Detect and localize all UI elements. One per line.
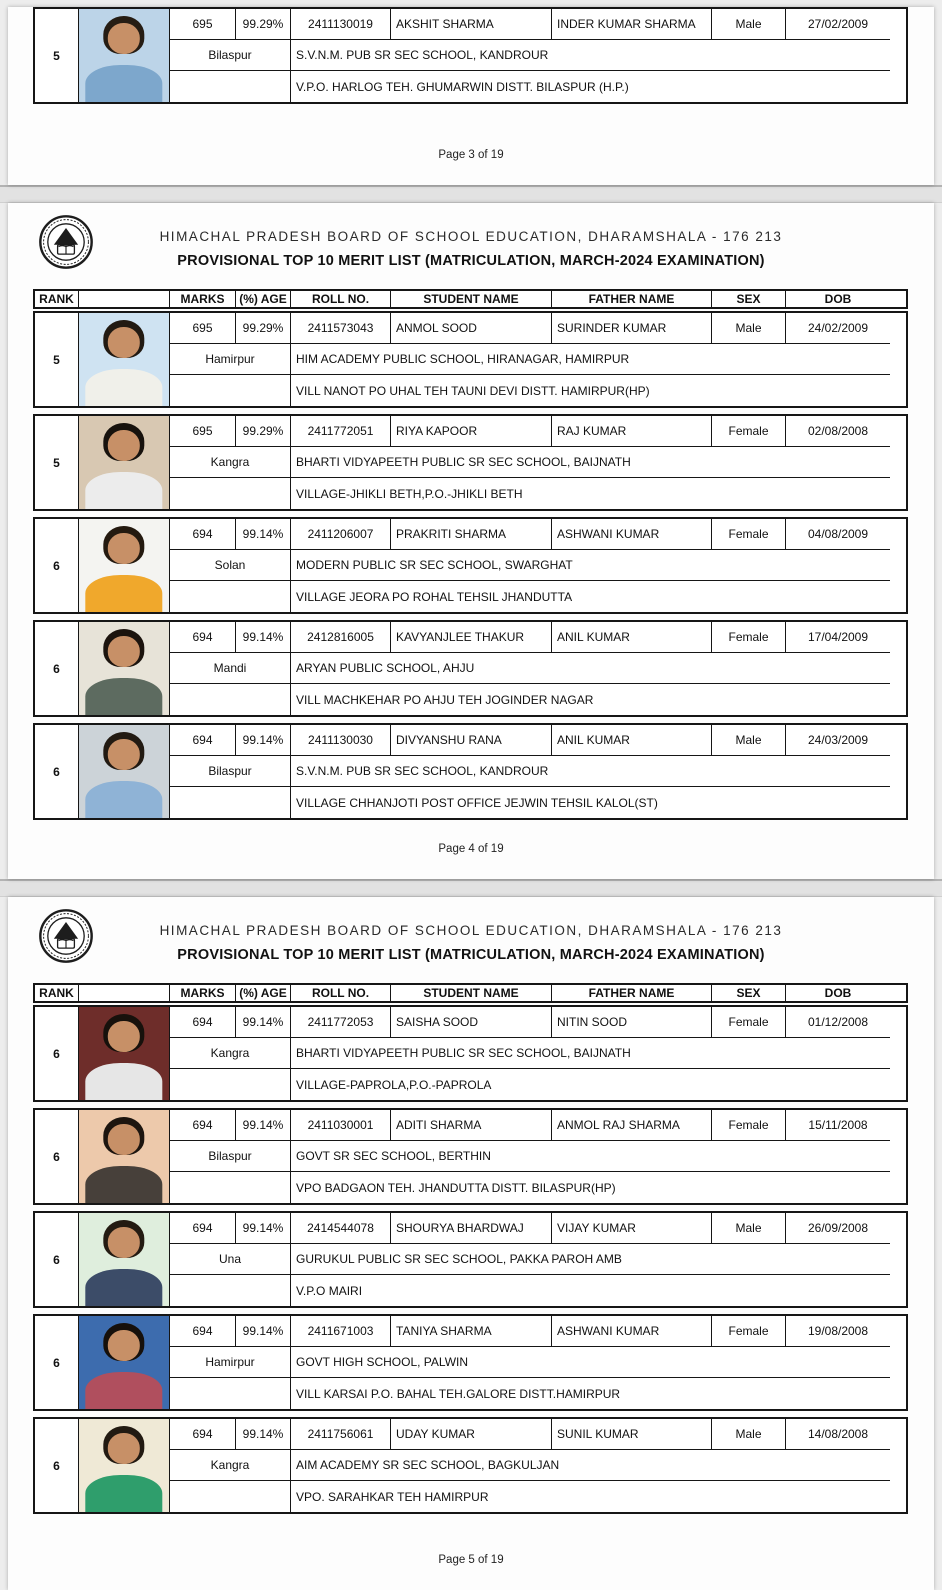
blank-cell xyxy=(170,1069,291,1100)
blank-cell xyxy=(170,375,291,406)
dob-cell: 01/12/2008 xyxy=(786,1007,890,1038)
sex-cell: Male xyxy=(712,313,786,344)
student-photo xyxy=(79,313,170,406)
records-area xyxy=(33,1005,908,1514)
page-separator xyxy=(0,185,942,203)
photo-shirt-shape xyxy=(85,369,162,406)
student-name-cell: ANMOL SOOD xyxy=(391,313,552,344)
photo-face-shape xyxy=(108,533,140,564)
student-record-block xyxy=(33,723,908,820)
school-cell: GOVT SR SEC SCHOOL, BERTHIN xyxy=(291,1141,890,1172)
marks-cell: 695 xyxy=(170,416,236,447)
student-photo-image xyxy=(79,416,169,509)
merit-table xyxy=(33,289,908,820)
student-record-block xyxy=(33,7,908,104)
school-cell: S.V.N.M. PUB SR SEC SCHOOL, KANDROUR xyxy=(291,40,890,71)
page-footer: Page 4 of 19 xyxy=(438,843,504,855)
school-cell: BHARTI VIDYAPEETH PUBLIC SR SEC SCHOOL, BAIJNATH xyxy=(291,1038,890,1069)
sex-cell: Male xyxy=(712,1419,786,1450)
student-record-block xyxy=(33,517,908,614)
percentage-cell: 99.29% xyxy=(236,313,291,344)
records-area xyxy=(8,7,934,104)
photo-shirt-shape xyxy=(85,1166,162,1203)
photo-face-shape xyxy=(108,739,140,770)
board-title: HIMACHAL PRADESH BOARD OF SCHOOL EDUCATION, DHARAMSHALA - 176 213 xyxy=(159,923,783,938)
district-cell: Solan xyxy=(170,550,291,581)
student-photo xyxy=(79,519,170,612)
district-cell: Kangra xyxy=(170,447,291,478)
page-separator xyxy=(0,879,942,897)
roll-no-cell: 2414544078 xyxy=(291,1213,391,1244)
district-cell: Hamirpur xyxy=(170,344,291,375)
student-photo xyxy=(79,1007,170,1100)
address-cell: VILL KARSAI P.O. BAHAL TEH.GALORE DISTT.HAMIRPUR xyxy=(296,1386,621,1401)
dob-cell: 19/08/2008 xyxy=(786,1316,890,1347)
school-cell: GURUKUL PUBLIC SR SEC SCHOOL, PAKKA PAROH AMB xyxy=(291,1244,890,1275)
marks-cell: 694 xyxy=(170,622,236,653)
sex-cell: Male xyxy=(712,725,786,756)
photo-shirt-shape xyxy=(85,65,162,102)
father-name-cell: ASHWANI KUMAR xyxy=(552,1316,712,1347)
student-name-cell: RIYA KAPOOR xyxy=(391,416,552,447)
sex-cell: Female xyxy=(712,416,786,447)
blank-cell xyxy=(170,787,291,818)
document-page-4 xyxy=(8,203,934,879)
column-header-age: (%) AGE xyxy=(236,291,291,307)
roll-no-cell: 2411030001 xyxy=(291,1110,391,1141)
photo-face-shape xyxy=(108,430,140,461)
student-record-block xyxy=(33,1211,908,1308)
dob-cell: 04/08/2009 xyxy=(786,519,890,550)
address-cell: VILL NANOT PO UHAL TEH TAUNI DEVI DISTT. HAMIRPUR(HP) xyxy=(296,383,650,398)
student-record-block xyxy=(33,1108,908,1205)
student-record-block xyxy=(33,1005,908,1102)
school-cell: GOVT HIGH SCHOOL, PALWIN xyxy=(291,1347,890,1378)
percentage-cell: 99.29% xyxy=(236,9,291,40)
student-record-block xyxy=(33,414,908,511)
table-header-row xyxy=(33,983,908,1003)
sex-cell: Female xyxy=(712,622,786,653)
marks-cell: 694 xyxy=(170,519,236,550)
column-header-photo xyxy=(79,985,170,1001)
address-cell: VILLAGE CHHANJOTI POST OFFICE JEJWIN TEHSIL KALOL(ST) xyxy=(296,795,658,810)
blank-cell xyxy=(170,1378,291,1409)
percentage-cell: 99.14% xyxy=(236,1213,291,1244)
percentage-cell: 99.14% xyxy=(236,1316,291,1347)
school-cell: MODERN PUBLIC SR SEC SCHOOL, SWARGHAT xyxy=(291,550,890,581)
school-cell: ARYAN PUBLIC SCHOOL, AHJU xyxy=(291,653,890,684)
roll-no-cell: 2411772053 xyxy=(291,1007,391,1038)
student-photo xyxy=(79,1213,170,1306)
roll-no-cell: 2411772051 xyxy=(291,416,391,447)
sex-cell: Female xyxy=(712,1007,786,1038)
percentage-cell: 99.14% xyxy=(236,1419,291,1450)
marks-cell: 694 xyxy=(170,1419,236,1450)
column-header-age: (%) AGE xyxy=(236,985,291,1001)
roll-no-cell: 2411206007 xyxy=(291,519,391,550)
student-photo xyxy=(79,1110,170,1203)
roll-no-cell: 2411573043 xyxy=(291,313,391,344)
father-name-cell: ANIL KUMAR xyxy=(552,725,712,756)
rank-cell: 6 xyxy=(35,1213,79,1306)
photo-shirt-shape xyxy=(85,1063,162,1100)
percentage-cell: 99.14% xyxy=(236,1007,291,1038)
blank-cell xyxy=(170,478,291,509)
column-header-rank: RANK xyxy=(35,985,79,1001)
column-header-dob: DOB xyxy=(824,986,852,1000)
father-name-cell: RAJ KUMAR xyxy=(552,416,712,447)
student-photo-image xyxy=(79,519,169,612)
rank-cell: 6 xyxy=(35,1007,79,1100)
student-photo xyxy=(79,1419,170,1512)
address-cell: VPO BADGAON TEH. JHANDUTTA DISTT. BILASPUR(HP) xyxy=(296,1180,616,1195)
student-name-cell: PRAKRITI SHARMA xyxy=(391,519,552,550)
photo-face-shape xyxy=(108,327,140,358)
dob-cell: 27/02/2009 xyxy=(786,9,890,40)
district-cell: Una xyxy=(170,1244,291,1275)
address-cell: VPO. SARAHKAR TEH HAMIRPUR xyxy=(296,1489,489,1504)
sex-cell: Male xyxy=(712,9,786,40)
student-photo xyxy=(79,416,170,509)
student-photo xyxy=(79,622,170,715)
district-cell: Kangra xyxy=(170,1450,291,1481)
district-cell: Bilaspur xyxy=(170,1141,291,1172)
rank-cell: 6 xyxy=(35,1110,79,1203)
dob-cell: 14/08/2008 xyxy=(786,1419,890,1450)
district-cell: Kangra xyxy=(170,1038,291,1069)
sex-cell: Male xyxy=(712,1213,786,1244)
address-cell: VILLAGE JEORA PO ROHAL TEHSIL JHANDUTTA xyxy=(296,589,573,604)
father-name-cell: ANMOL RAJ SHARMA xyxy=(552,1110,712,1141)
roll-no-cell: 2411130019 xyxy=(291,9,391,40)
rank-cell: 5 xyxy=(35,313,79,406)
student-record-block xyxy=(33,311,908,408)
blank-cell xyxy=(170,71,291,102)
rank-cell: 6 xyxy=(35,725,79,818)
dob-cell: 02/08/2008 xyxy=(786,416,890,447)
dob-cell: 24/02/2009 xyxy=(786,313,890,344)
photo-shirt-shape xyxy=(85,781,162,818)
student-photo-image xyxy=(79,725,169,818)
student-name-cell: SHOURYA BHARDWAJ xyxy=(391,1213,552,1244)
student-name-cell: UDAY KUMAR xyxy=(391,1419,552,1450)
blank-cell xyxy=(170,1481,291,1512)
sex-cell: Female xyxy=(712,519,786,550)
photo-shirt-shape xyxy=(85,472,162,509)
marks-cell: 694 xyxy=(170,1213,236,1244)
student-photo xyxy=(79,1316,170,1409)
merit-list-title: PROVISIONAL TOP 10 MERIT LIST (MATRICULATION, MARCH-2024 EXAMINATION) xyxy=(177,947,765,963)
father-name-cell: INDER KUMAR SHARMA xyxy=(552,9,712,40)
address-cell: VILLAGE-JHIKLI BETH,P.O.-JHIKLI BETH xyxy=(296,486,523,501)
marks-cell: 695 xyxy=(170,9,236,40)
school-cell: HIM ACADEMY PUBLIC SCHOOL, HIRANAGAR, HAMIRPUR xyxy=(291,344,890,375)
column-header-rank: RANK xyxy=(35,291,79,307)
dob-cell: 26/09/2008 xyxy=(786,1213,890,1244)
student-photo-image xyxy=(79,9,169,102)
marks-cell: 694 xyxy=(170,1007,236,1038)
father-name-cell: SURINDER KUMAR xyxy=(552,313,712,344)
marks-cell: 694 xyxy=(170,1110,236,1141)
photo-face-shape xyxy=(108,1433,140,1464)
percentage-cell: 99.14% xyxy=(236,1110,291,1141)
father-name-cell: ANIL KUMAR xyxy=(552,622,712,653)
rank-cell: 6 xyxy=(35,1419,79,1512)
photo-face-shape xyxy=(108,1021,140,1052)
column-header-photo xyxy=(79,291,170,307)
document-page-5 xyxy=(8,897,934,1590)
rank-cell: 5 xyxy=(35,9,79,102)
student-photo xyxy=(79,9,170,102)
blank-cell xyxy=(170,1172,291,1203)
roll-no-cell: 2411130030 xyxy=(291,725,391,756)
rank-cell: 6 xyxy=(35,1316,79,1409)
address-cell: V.P.O. HARLOG TEH. GHUMARWIN DISTT. BILASPUR (H.P.) xyxy=(296,79,629,94)
student-photo xyxy=(79,725,170,818)
photo-face-shape xyxy=(108,1227,140,1258)
merit-list-title: PROVISIONAL TOP 10 MERIT LIST (MATRICULATION, MARCH-2024 EXAMINATION) xyxy=(177,253,765,269)
student-name-cell: SAISHA SOOD xyxy=(391,1007,552,1038)
dob-cell: 24/03/2009 xyxy=(786,725,890,756)
page-header xyxy=(8,897,934,983)
blank-cell xyxy=(170,581,291,612)
percentage-cell: 99.14% xyxy=(236,519,291,550)
district-cell: Bilaspur xyxy=(170,756,291,787)
photo-shirt-shape xyxy=(85,678,162,715)
dob-cell: 17/04/2009 xyxy=(786,622,890,653)
student-name-cell: TANIYA SHARMA xyxy=(391,1316,552,1347)
column-header-marks: MARKS xyxy=(170,985,236,1001)
board-title: HIMACHAL PRADESH BOARD OF SCHOOL EDUCATION, DHARAMSHALA - 176 213 xyxy=(159,229,783,244)
percentage-cell: 99.14% xyxy=(236,725,291,756)
table-header-row xyxy=(33,289,908,309)
student-name-cell: AKSHIT SHARMA xyxy=(391,9,552,40)
column-header-dob: DOB xyxy=(824,292,852,306)
document-page-3 xyxy=(8,7,934,185)
column-header-sex: SEX xyxy=(712,291,786,307)
column-header-student: STUDENT NAME xyxy=(391,985,552,1001)
merit-table xyxy=(33,983,908,1514)
photo-shirt-shape xyxy=(85,1475,162,1512)
student-record-block xyxy=(33,1417,908,1514)
school-cell: AIM ACADEMY SR SEC SCHOOL, BAGKULJAN xyxy=(291,1450,890,1481)
blank-cell xyxy=(170,1275,291,1306)
photo-face-shape xyxy=(108,1124,140,1155)
column-header-roll: ROLL NO. xyxy=(291,985,391,1001)
board-seal-icon xyxy=(38,213,94,271)
blank-cell xyxy=(170,684,291,715)
column-header-roll: ROLL NO. xyxy=(291,291,391,307)
photo-face-shape xyxy=(108,1330,140,1361)
address-cell: VILL MACHKEHAR PO AHJU TEH JOGINDER NAGAR xyxy=(296,692,594,707)
student-name-cell: ADITI SHARMA xyxy=(391,1110,552,1141)
address-cell: VILLAGE-PAPROLA,P.O.-PAPROLA xyxy=(296,1077,492,1092)
percentage-cell: 99.29% xyxy=(236,416,291,447)
roll-no-cell: 2411671003 xyxy=(291,1316,391,1347)
sex-cell: Female xyxy=(712,1316,786,1347)
student-photo-image xyxy=(79,1419,169,1512)
address-cell: V.P.O MAIRI xyxy=(296,1283,363,1298)
photo-face-shape xyxy=(108,636,140,667)
school-cell: BHARTI VIDYAPEETH PUBLIC SR SEC SCHOOL, BAIJNATH xyxy=(291,447,890,478)
student-photo-image xyxy=(79,1316,169,1409)
page-footer: Page 5 of 19 xyxy=(438,1554,504,1566)
photo-shirt-shape xyxy=(85,1372,162,1409)
student-photo-image xyxy=(79,313,169,406)
column-header-student: STUDENT NAME xyxy=(391,291,552,307)
student-photo-image xyxy=(79,1110,169,1203)
page-header xyxy=(8,203,934,289)
student-record-block xyxy=(33,620,908,717)
father-name-cell: SUNIL KUMAR xyxy=(552,1419,712,1450)
roll-no-cell: 2411756061 xyxy=(291,1419,391,1450)
student-name-cell: DIVYANSHU RANA xyxy=(391,725,552,756)
column-header-father: FATHER NAME xyxy=(552,291,712,307)
father-name-cell: VIJAY KUMAR xyxy=(552,1213,712,1244)
student-photo-image xyxy=(79,1213,169,1306)
column-header-sex: SEX xyxy=(712,985,786,1001)
page-footer: Page 3 of 19 xyxy=(438,149,504,161)
roll-no-cell: 2412816005 xyxy=(291,622,391,653)
dob-cell: 15/11/2008 xyxy=(786,1110,890,1141)
school-cell: S.V.N.M. PUB SR SEC SCHOOL, KANDROUR xyxy=(291,756,890,787)
rank-cell: 6 xyxy=(35,622,79,715)
percentage-cell: 99.14% xyxy=(236,622,291,653)
marks-cell: 694 xyxy=(170,1316,236,1347)
father-name-cell: NITIN SOOD xyxy=(552,1007,712,1038)
photo-face-shape xyxy=(108,23,140,54)
student-photo-image xyxy=(79,622,169,715)
marks-cell: 695 xyxy=(170,313,236,344)
district-cell: Mandi xyxy=(170,653,291,684)
student-record-block xyxy=(33,1314,908,1411)
photo-shirt-shape xyxy=(85,1269,162,1306)
district-cell: Hamirpur xyxy=(170,1347,291,1378)
photo-shirt-shape xyxy=(85,575,162,612)
records-area xyxy=(33,311,908,820)
column-header-marks: MARKS xyxy=(170,291,236,307)
district-cell: Bilaspur xyxy=(170,40,291,71)
student-name-cell: KAVYANJLEE THAKUR xyxy=(391,622,552,653)
rank-cell: 6 xyxy=(35,519,79,612)
father-name-cell: ASHWANI KUMAR xyxy=(552,519,712,550)
rank-cell: 5 xyxy=(35,416,79,509)
student-photo-image xyxy=(79,1007,169,1100)
sex-cell: Female xyxy=(712,1110,786,1141)
board-seal-icon xyxy=(38,907,94,965)
marks-cell: 694 xyxy=(170,725,236,756)
column-header-father: FATHER NAME xyxy=(552,985,712,1001)
